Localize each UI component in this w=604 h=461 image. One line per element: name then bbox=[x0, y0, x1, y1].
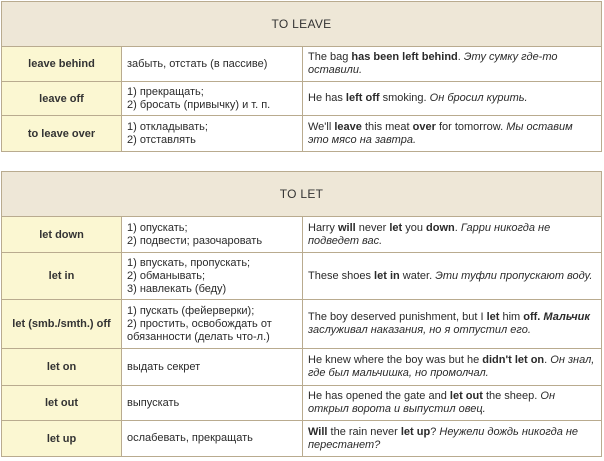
example-fragment: water. bbox=[399, 269, 436, 282]
table-row bbox=[2, 82, 602, 116]
example-fragment: He has opened the gate and bbox=[308, 390, 450, 402]
translation-line: выдать секрет bbox=[127, 360, 201, 373]
phrasal-verb: to leave over bbox=[2, 116, 122, 152]
example-fragment: let bbox=[486, 311, 500, 323]
example-fragment: off. bbox=[523, 311, 541, 323]
phrasal-verb: let (smb./smth.) off bbox=[2, 300, 122, 349]
translation-cell bbox=[122, 217, 303, 253]
example-fragment: for tomorrow. bbox=[435, 120, 507, 133]
example-fragment: never bbox=[355, 221, 390, 234]
example-fragment: ? bbox=[430, 425, 440, 438]
example-cell bbox=[303, 421, 602, 457]
example-fragment: Он открыл ворота и выпустил овец. bbox=[308, 390, 556, 415]
example-fragment: let out bbox=[449, 390, 483, 402]
example-fragment: Мы оставим это мясо на завтра. bbox=[308, 120, 573, 146]
example-fragment: Will bbox=[308, 425, 328, 438]
example-fragment: The boy deserved punishment, but I bbox=[308, 311, 487, 323]
translation-cell bbox=[122, 386, 303, 421]
translation-cell bbox=[122, 82, 303, 116]
example-fragment: Он бросил курить. bbox=[429, 92, 528, 104]
table-row bbox=[2, 300, 602, 349]
example-fragment: Эту сумку где-то оставили. bbox=[308, 51, 558, 76]
translation-cell bbox=[122, 300, 303, 349]
example-fragment: заслуживал наказания, но я отпустил его. bbox=[308, 324, 531, 336]
table-row bbox=[2, 349, 602, 386]
example-fragment: These shoes bbox=[308, 269, 375, 282]
translation-line: забыть, отстать (в пассиве) bbox=[127, 57, 268, 70]
table-title: TO LEAVE bbox=[2, 2, 602, 47]
translation-cell bbox=[122, 421, 303, 457]
example-fragment: will bbox=[337, 221, 356, 234]
example-fragment: left off bbox=[345, 92, 380, 104]
example-fragment: The bag bbox=[308, 51, 352, 63]
phrasal-verb: let up bbox=[2, 421, 122, 457]
example-fragment: has been left behind bbox=[351, 51, 458, 63]
translation-line: 2) обманывать; bbox=[127, 269, 206, 282]
translation-line: 2) подвести; разочаровать bbox=[127, 234, 263, 247]
example-fragment: this meat bbox=[361, 120, 413, 133]
translation-line: 1) впускать, пропускать; bbox=[127, 256, 251, 269]
example-fragment: the rain never bbox=[327, 425, 401, 438]
translation-line: 3) навлекать (беду) bbox=[127, 282, 227, 295]
example-fragment: . bbox=[544, 354, 551, 366]
phrasal-verb: let out bbox=[2, 386, 122, 421]
table-row bbox=[2, 47, 602, 82]
example-fragment: let bbox=[389, 221, 403, 234]
example-fragment: . bbox=[457, 51, 464, 63]
example-cell bbox=[303, 82, 602, 116]
example-cell bbox=[303, 217, 602, 253]
translation-cell bbox=[122, 116, 303, 152]
example-fragment: We'll bbox=[308, 120, 335, 133]
translation-line: 2) бросать (привычку) и т. п. bbox=[127, 98, 271, 111]
example-fragment: the sheep. bbox=[482, 390, 541, 402]
translation-cell bbox=[122, 349, 303, 386]
translation-line: 1) опускать; bbox=[127, 221, 188, 234]
example-fragment: Гарри никогда не подведет вас. bbox=[308, 221, 551, 247]
table-to-leave bbox=[1, 1, 602, 152]
translation-line: 2) отставлять bbox=[127, 133, 196, 146]
table-to-let bbox=[1, 171, 602, 457]
example-fragment: Неужели дождь никогда не перестанет? bbox=[308, 425, 579, 451]
example-cell bbox=[303, 116, 602, 152]
example-cell bbox=[303, 47, 602, 82]
example-fragment: down bbox=[426, 221, 455, 234]
phrasal-verb: let down bbox=[2, 217, 122, 253]
example-fragment: Мальчик bbox=[543, 311, 590, 323]
translation-line: выпускать bbox=[127, 396, 180, 409]
translation-line: 2) простить, освобождать от обязанности (делать что-л.) bbox=[127, 317, 272, 343]
translation-line: ослабевать, прекращать bbox=[127, 432, 253, 444]
example-cell bbox=[303, 349, 602, 386]
example-fragment: you bbox=[402, 221, 427, 234]
phrasal-verb: let in bbox=[2, 253, 122, 300]
example-fragment: let in bbox=[374, 269, 400, 282]
example-fragment: smoking. bbox=[379, 92, 430, 104]
phrasal-verb: leave behind bbox=[2, 47, 122, 82]
table-row bbox=[2, 421, 602, 457]
example-fragment: leave bbox=[334, 120, 362, 133]
phrasal-verb: leave off bbox=[2, 82, 122, 116]
example-fragment: He knew where the boy was but he bbox=[308, 354, 483, 366]
example-cell bbox=[303, 386, 602, 421]
example-fragment: He has bbox=[308, 92, 346, 104]
table-title: TO LET bbox=[2, 172, 602, 217]
table-row bbox=[2, 253, 602, 300]
translation-line: 1) пускать (фейерверки); bbox=[127, 304, 255, 317]
translation-line: 1) прекращать; bbox=[127, 85, 204, 98]
table-row bbox=[2, 116, 602, 152]
example-fragment: Harry bbox=[308, 221, 338, 234]
example-fragment: Эти туфли пропускают воду. bbox=[435, 269, 593, 282]
example-fragment: over bbox=[412, 120, 436, 133]
example-fragment: didn't let on bbox=[482, 354, 545, 366]
translation-cell bbox=[122, 253, 303, 300]
translation-cell bbox=[122, 47, 303, 82]
table-row bbox=[2, 217, 602, 253]
example-cell bbox=[303, 300, 602, 349]
translation-line: 1) откладывать; bbox=[127, 120, 208, 133]
example-fragment: . bbox=[454, 221, 461, 234]
table-row bbox=[2, 386, 602, 421]
phrasal-verb: let on bbox=[2, 349, 122, 386]
example-fragment: let up bbox=[400, 425, 431, 438]
example-cell bbox=[303, 253, 602, 300]
example-fragment: Он знал, где был мальчишка, но промолчал. bbox=[308, 354, 595, 379]
example-fragment: him bbox=[499, 311, 524, 323]
